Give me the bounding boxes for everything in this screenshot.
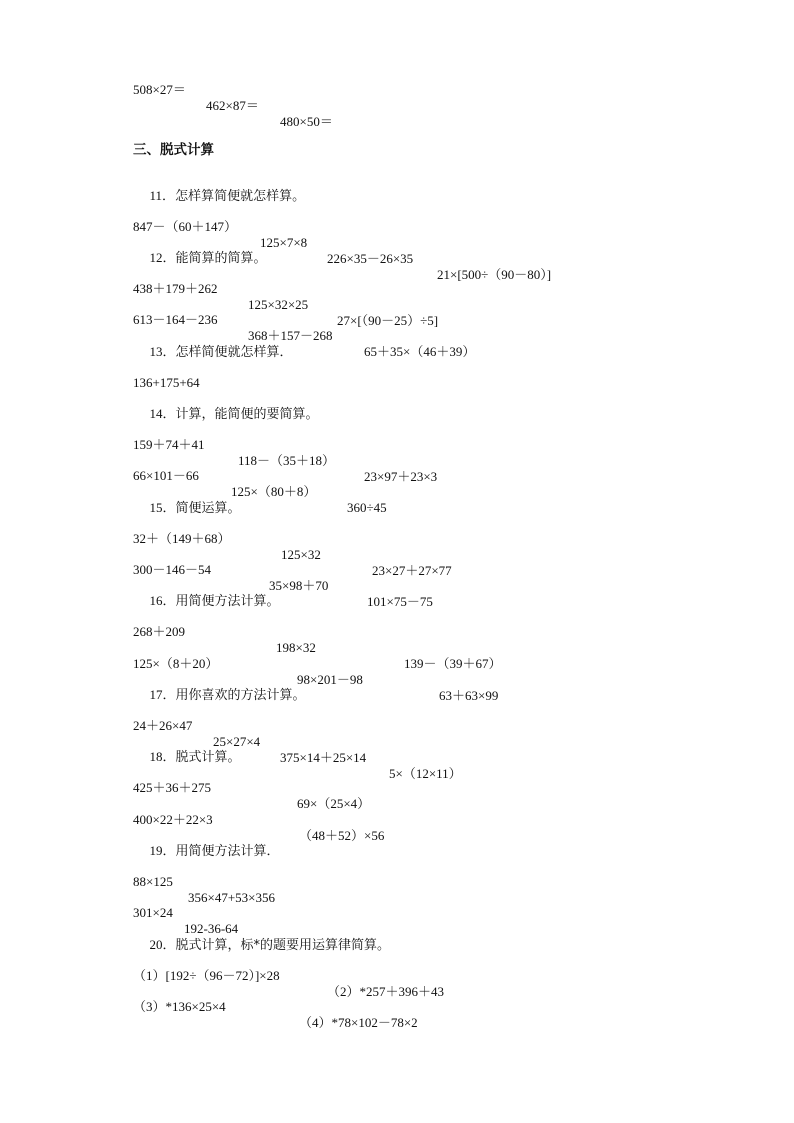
question-14-title (133, 390, 319, 439)
question-15-title (133, 484, 241, 533)
expression: 125×7×8 (260, 235, 308, 250)
expression: 400×22＋22×3 (133, 812, 213, 827)
expression: 368＋157－268 (248, 328, 333, 343)
expression: （4）*78×102－78×2 (299, 1015, 418, 1030)
expression: 425＋36＋275 (133, 780, 212, 795)
expression: 226×35－26×35 (327, 251, 414, 266)
expression: 613－164－236 (133, 312, 218, 327)
expression: 375×14＋25×14 (280, 750, 367, 765)
question-number: 16． (149, 593, 176, 608)
question-number: 18． (149, 749, 176, 764)
question-17-title (133, 671, 306, 720)
question-number: 15． (149, 500, 176, 515)
expression: （1）[192÷（96－72）]×28 (133, 968, 280, 983)
expression: 159＋74＋41 (133, 437, 205, 452)
question-16-title (133, 577, 280, 626)
expression: 65＋35×（46＋39） (364, 344, 476, 359)
expression: 356×47+53×356 (188, 890, 275, 905)
expression: 118－（35＋18） (238, 453, 336, 468)
expression: 27×[（90－25）÷5] (337, 313, 439, 328)
question-number: 11． (149, 188, 176, 203)
expression: 32＋（149＋68） (133, 531, 231, 546)
expression: 192-36-64 (184, 921, 239, 936)
question-prompt: 计算，能简便的要简算。 (175, 407, 319, 422)
question-prompt: 用简便方法计算． (175, 844, 280, 859)
expression: 69×（25×4） (297, 796, 371, 811)
expression: 360÷45 (347, 500, 387, 515)
expression: 301×24 (133, 905, 173, 920)
question-prompt: 怎样简便就怎样算． (175, 345, 293, 360)
question-13-title (133, 328, 293, 377)
question-19-title (133, 827, 280, 876)
question-number: 17． (149, 687, 176, 702)
expression: 438＋179＋262 (133, 281, 218, 296)
expression: 462×87＝ (206, 98, 259, 113)
expression: 88×125 (133, 874, 173, 889)
expression: 268＋209 (133, 624, 186, 639)
expression: 136+175+64 (133, 375, 200, 390)
question-20-title (133, 921, 390, 970)
question-prompt: 脱式计算。 (175, 750, 241, 765)
expression: 125×（80＋8） (231, 484, 317, 499)
question-prompt: 用简便方法计算。 (175, 594, 280, 609)
expression: 98×201－98 (297, 672, 363, 687)
expression: 125×32 (281, 547, 321, 562)
expression: 101×75－75 (367, 594, 433, 609)
section-title: 三、脱式计算 (133, 142, 214, 158)
expression: （3）*136×25×4 (133, 999, 226, 1014)
question-prompt: 脱式计算，标*的题要用运算律简算。 (175, 938, 391, 953)
question-prompt: 能简算的简算。 (175, 251, 267, 266)
question-12-title (133, 234, 267, 283)
question-number: 13． (149, 344, 176, 359)
expression: 125×32×25 (248, 297, 309, 312)
expression: （2）*257＋396＋43 (327, 984, 445, 999)
expression: 21×[500÷（90－80）] (437, 267, 552, 282)
expression: 139－（39＋67） (404, 656, 502, 671)
expression: 300－146－54 (133, 562, 212, 577)
question-prompt: 用你喜欢的方法计算。 (175, 688, 306, 703)
question-prompt: 怎样算简便就怎样算。 (175, 189, 306, 204)
question-number: 19． (149, 843, 176, 858)
expression: 23×97＋23×3 (364, 469, 438, 484)
question-number: 12． (149, 250, 176, 265)
expression: 125×（8＋20） (133, 656, 219, 671)
top-expression-row (133, 66, 333, 146)
expression: 63＋63×99 (439, 688, 499, 703)
question-prompt: 简便运算。 (175, 501, 241, 516)
expression: 480×50＝ (280, 114, 333, 129)
question-18-title (133, 733, 241, 782)
expression: 198×32 (276, 640, 316, 655)
expression: 847－（60＋147） (133, 219, 238, 234)
expression: 66×101－66 (133, 468, 199, 483)
expression: 25×27×4 (213, 734, 261, 749)
expression: 23×27＋27×77 (372, 563, 452, 578)
expression: 5×（12×11） (389, 766, 462, 781)
expression: （48＋52）×56 (299, 828, 385, 843)
expression: 24＋26×47 (133, 718, 193, 733)
expression: 35×98＋70 (269, 578, 329, 593)
question-number: 14． (149, 406, 176, 421)
question-number: 20． (149, 937, 176, 952)
question-11-title (133, 172, 305, 221)
expression: 508×27＝ (133, 82, 186, 97)
